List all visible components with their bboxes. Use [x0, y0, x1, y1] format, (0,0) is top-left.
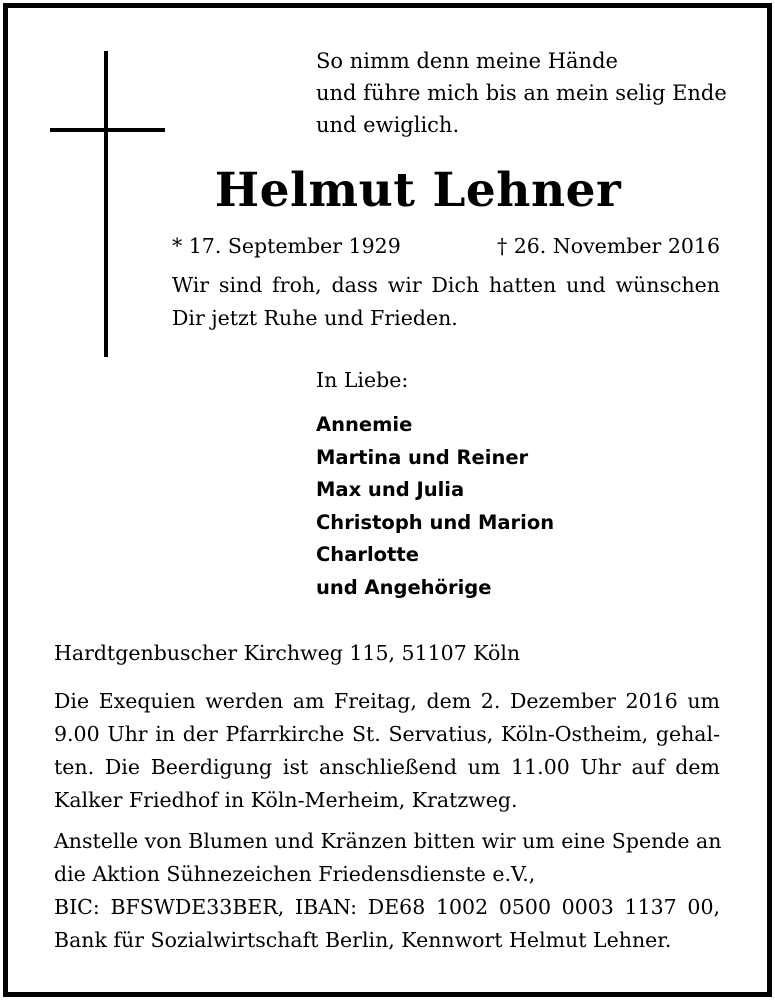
verse-line: und führe mich bis an mein selig Ende	[316, 81, 727, 105]
funeral-details	[54, 685, 720, 817]
birth-date: * 17. September 1929	[172, 234, 401, 258]
death-date: † 26. November 2016	[496, 234, 720, 258]
farewell-message	[172, 269, 720, 335]
donation-details	[54, 825, 720, 957]
donation-line: Anstelle von Blumen und Kränzen bitten wir um eine Spende an	[54, 829, 722, 853]
funeral-line: Kalker Friedhof in Köln-Merheim, Kratzweg.	[54, 788, 518, 812]
cross-horizontal-bar	[50, 128, 165, 132]
donation-line: Bank für Sozialwirtschaft Berlin, Kennwort Helmut Lehner.	[54, 928, 672, 952]
donation-line: BIC: BFSWDE33BER, IBAN: DE68 1002 0500 0003 1137 00,	[54, 895, 720, 919]
verse-line: und ewiglich.	[316, 113, 460, 137]
mourners-list	[316, 409, 554, 604]
deceased-name: Helmut Lehner	[214, 163, 622, 218]
mourner-name: Max und Julia	[316, 478, 465, 501]
funeral-line: 9.00 Uhr in der Pfarrkirche St. Servatius, Köln-Ostheim, gehal-	[54, 722, 720, 746]
mourner-name: und Angehörige	[316, 575, 492, 599]
cross-vertical-bar	[104, 51, 108, 357]
mourner-name: Annemie	[316, 413, 413, 436]
verse-line: So nimm denn meine Hände	[316, 49, 618, 73]
message-line: Dir jetzt Ruhe und Frieden.	[172, 306, 458, 330]
mourner-name: Charlotte	[316, 543, 419, 566]
in-love-label: In Liebe:	[316, 368, 409, 392]
mourner-name: Martina und Reiner	[316, 445, 529, 469]
verse	[316, 45, 727, 141]
funeral-line: ten. Die Beerdigung ist anschließend um 11.00 Uhr auf dem	[54, 755, 720, 779]
family-address: Hardtgenbuscher Kirchweg 115, 51107 Köln	[54, 641, 521, 665]
funeral-line: Die Exequien werden am Freitag, dem 2. Dezember 2016 um	[54, 689, 720, 713]
message-line: Wir sind froh, dass wir Dich hatten und wünschen	[172, 273, 720, 297]
donation-line: die Aktion Sühnezeichen Friedensdienste e.V.,	[54, 862, 536, 886]
mourner-name: Christoph und Marion	[316, 510, 555, 534]
